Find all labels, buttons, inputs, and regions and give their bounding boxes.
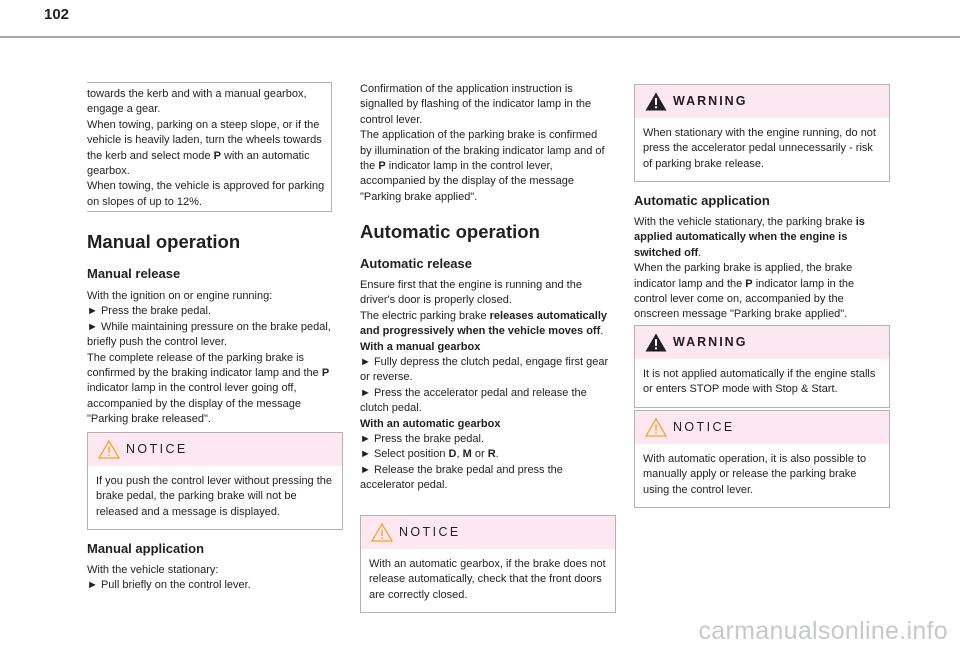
automatic-gearbox-subheading: With an automatic gearbox [360,417,501,430]
warning-label: WARNING [673,94,748,108]
continued-text-box [87,82,332,212]
intro-line-3: with an automatic gearbox. [87,149,310,178]
warning-box [634,84,890,182]
notice-label: NOTICE [399,525,461,539]
step-pull-lever: ► Pull briefly on the control lever. [87,579,251,592]
warning-text: When stationary with the engine running, do not press the accelerator pedal unnecessarily - risk of parking brake release. [643,127,876,170]
manual-application-heading: Manual application [87,541,205,556]
warning-box [634,325,890,408]
manual-gearbox-subheading: With a manual gearbox [360,340,481,353]
notice-box [634,410,890,508]
notice-text: If you push the control lever without pressing the brake pedal, the parking brake will not be released and a message is displayed. [96,475,333,518]
notice-box [360,515,616,613]
manual-release-text: With the ignition on or engine running: ► Press the brake pedal. ► While maintaining pressure on the brake pedal, briefly push the control lever. The complete release of the parking brake is confirmed by the braking indicator lamp and the P indicator lamp in the control lever going off, accompanied by the display of the message "Parking brake released". [87,290,331,426]
automatic-operation-heading: Automatic operation [360,221,540,242]
warning-icon [645,333,667,352]
header-rule [0,36,960,38]
notice-box [87,432,343,530]
warning-icon [645,92,667,111]
notice-icon [371,523,393,542]
warning-text: It is not applied automatically if the engine stalls or enters STOP mode with Stop & Start. [643,368,876,396]
manual-operation-heading: Manual operation [87,231,241,252]
notice-icon [98,440,120,459]
intro-line-1: towards the kerb and with a manual gearbox, engage a gear. [87,88,307,116]
notice-text: With an automatic gearbox, if the brake does not release automatically, check that the front doors are correctly closed. [369,558,606,601]
notice-header [88,433,342,466]
continued-paragraph [87,83,331,210]
notice-label: NOTICE [673,420,735,434]
warning-label: WARNING [673,335,748,349]
application-confirmation-text: Confirmation of the application instruction is signalled by flashing of the indicator lamp in the control lever. The application of the parking brake is confirmed by illumination of the braking indicator lamp and of the P indicator lamp in the control lever, accompanied by the display of the message "Parking brake applied". [360,83,605,203]
automatic-release-heading: Automatic release [360,256,472,271]
warning-header [635,85,889,118]
page-number: 102 [44,6,70,23]
manual-application-text: With the vehicle stationary: ► Pull briefly on the control lever. [87,564,251,592]
notice-header [361,516,615,549]
notice-header [635,411,889,444]
intro-line-4: When towing, the vehicle is approved for parking on slopes of up to 12%. [87,180,325,208]
notice-label: NOTICE [126,442,188,456]
mode-p: P [213,149,221,162]
watermark: carmanualsonline.info [698,617,948,645]
notice-icon [645,418,667,437]
automatic-application-text: With the vehicle stationary, the parking brake is applied automatically when the engine is switched off. When the parking brake is applied, the brake indicator lamp and the P indicator lamp in the control lever come on, accompanied by the onscreen message "Parking brake applied". [634,216,865,321]
step-press-brake: ► Press the brake pedal. [87,305,212,318]
step-push-lever: ► While maintaining pressure on the brake pedal, briefly push the control lever. [87,320,331,349]
warning-header [635,326,889,359]
automatic-application-heading: Automatic application [634,193,770,208]
automatic-release-text: Ensure first that the engine is running and the driver's door is properly closed. The electric parking brake releases automatically and progressively when the vehicle moves off. With a manual gearbox ► Fully depress the clutch pedal, engage first gear or reverse. ► Press the accelerator pedal and release the clutch pedal. With an automatic gearbox ► Press the brake pedal. ► Select position D, M or R. ► Release the brake pedal and press the accelerator pedal. [360,279,609,492]
notice-text: With automatic operation, it is also possible to manually apply or release the parking brake using the control lever. [643,453,867,496]
intro-line-2: When towing, parking on a steep slope, or if the vehicle is heavily laden, turn the wheels towards the kerb and select mode [87,118,322,162]
manual-release-heading: Manual release [87,266,181,281]
